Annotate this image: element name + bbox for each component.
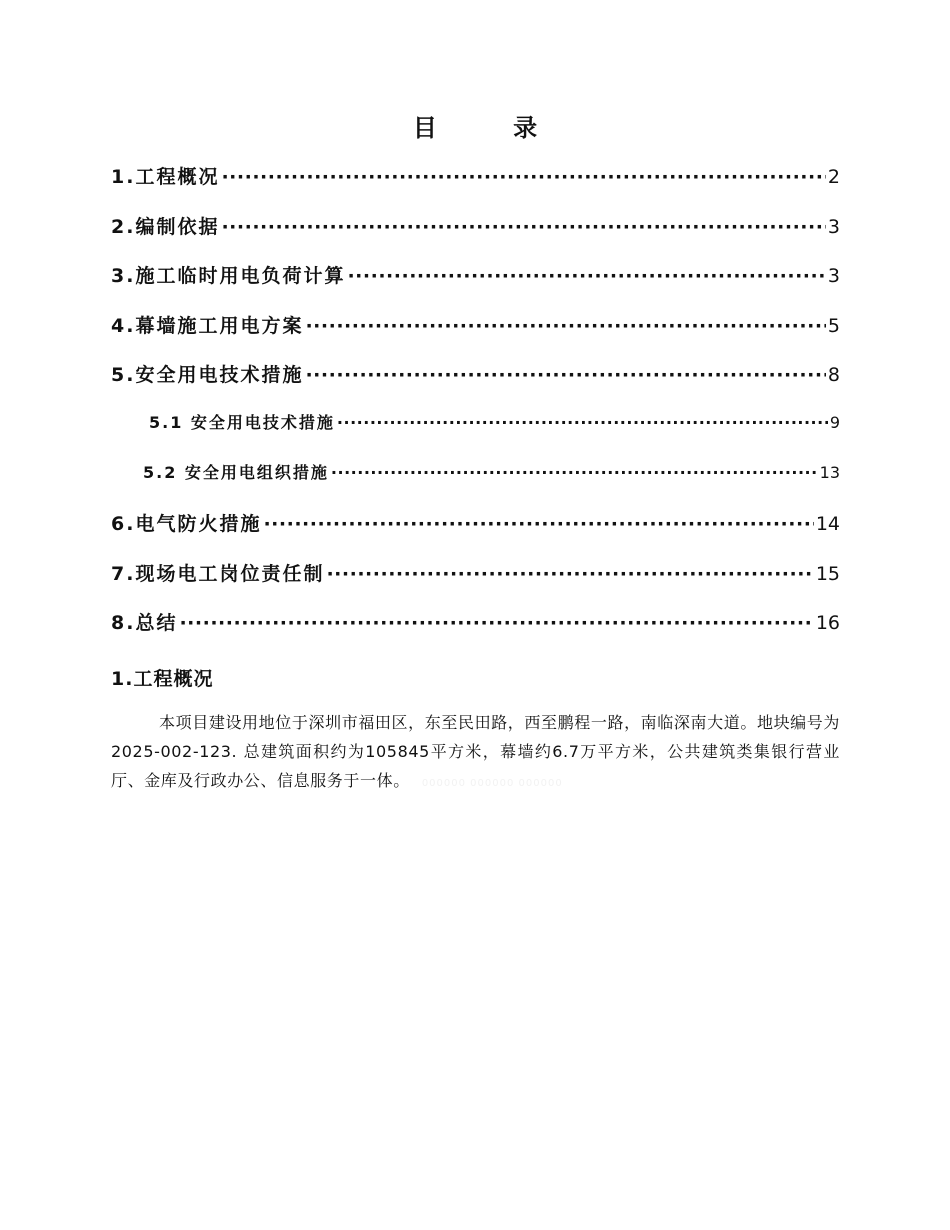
toc-title: 目 录 bbox=[412, 114, 572, 142]
toc-entry-page: 16 bbox=[815, 612, 840, 635]
paragraph-text: 本项目建设用地位于深圳市福田区，东至民田路，西至鹏程一路，南临深南大道。地块编号为2025-002-123. 总建筑面积约为105845平方米，幕墙约6.7万平方米，公共建筑类集银行营业厅、金库及行政办公、信息服务于一体。 bbox=[111, 713, 840, 790]
toc-entry-label: 4.幕墙施工用电方案 bbox=[111, 314, 304, 337]
toc-entry-label: 5.2 安全用电组织措施 bbox=[143, 462, 329, 482]
toc-entry[interactable] bbox=[111, 162, 840, 212]
toc-entry-label: 8.总结 bbox=[111, 612, 178, 635]
toc-entry-page: 8 bbox=[827, 364, 840, 387]
toc-dot-leader bbox=[326, 563, 813, 585]
toc-entry[interactable] bbox=[111, 559, 840, 609]
toc-dot-leader bbox=[337, 413, 828, 432]
toc-entry-label: 3.施工临时用电负荷计算 bbox=[111, 265, 346, 288]
toc-entry[interactable] bbox=[111, 608, 840, 658]
toc-dot-leader bbox=[263, 513, 813, 535]
toc-dot-leader bbox=[331, 463, 818, 482]
toc-dot-leader bbox=[305, 364, 825, 386]
toc-entry[interactable] bbox=[111, 509, 840, 559]
toc-subentry[interactable] bbox=[111, 410, 840, 460]
toc-entry-label: 5.1 安全用电技术措施 bbox=[149, 412, 335, 432]
toc-entry-label: 2.编制依据 bbox=[111, 215, 220, 238]
toc-dot-leader bbox=[347, 265, 825, 287]
section-paragraph bbox=[111, 708, 840, 798]
toc-entry-page: 13 bbox=[819, 462, 840, 482]
toc-entry[interactable] bbox=[111, 360, 840, 410]
toc-dot-leader bbox=[305, 315, 825, 337]
toc-entry-page: 14 bbox=[815, 513, 840, 536]
toc-entry-page: 5 bbox=[827, 314, 840, 337]
toc-entry-page: 2 bbox=[827, 166, 840, 188]
toc-entry-page: 15 bbox=[815, 562, 840, 585]
toc-entry[interactable] bbox=[111, 261, 840, 311]
toc-entry[interactable] bbox=[111, 311, 840, 361]
toc-dot-leader bbox=[221, 166, 825, 188]
toc-entry-label: 1.工程概况 bbox=[111, 166, 220, 188]
toc-dot-leader bbox=[221, 216, 825, 238]
toc-dot-leader bbox=[179, 612, 813, 634]
faint-watermark-text: 000000 000000 000000 bbox=[421, 778, 563, 789]
section-heading: 1.工程概况 bbox=[111, 668, 214, 690]
toc-entry-page: 3 bbox=[827, 265, 840, 288]
toc-entry-label: 5.安全用电技术措施 bbox=[111, 364, 304, 387]
toc-entry-label: 6.电气防火措施 bbox=[111, 513, 262, 536]
toc-entry-page: 9 bbox=[829, 412, 840, 432]
table-of-contents bbox=[111, 162, 840, 658]
toc-entry[interactable] bbox=[111, 212, 840, 262]
toc-subentry[interactable] bbox=[111, 460, 840, 510]
toc-entry-label: 7.现场电工岗位责任制 bbox=[111, 562, 325, 585]
toc-entry-page: 3 bbox=[827, 215, 840, 238]
